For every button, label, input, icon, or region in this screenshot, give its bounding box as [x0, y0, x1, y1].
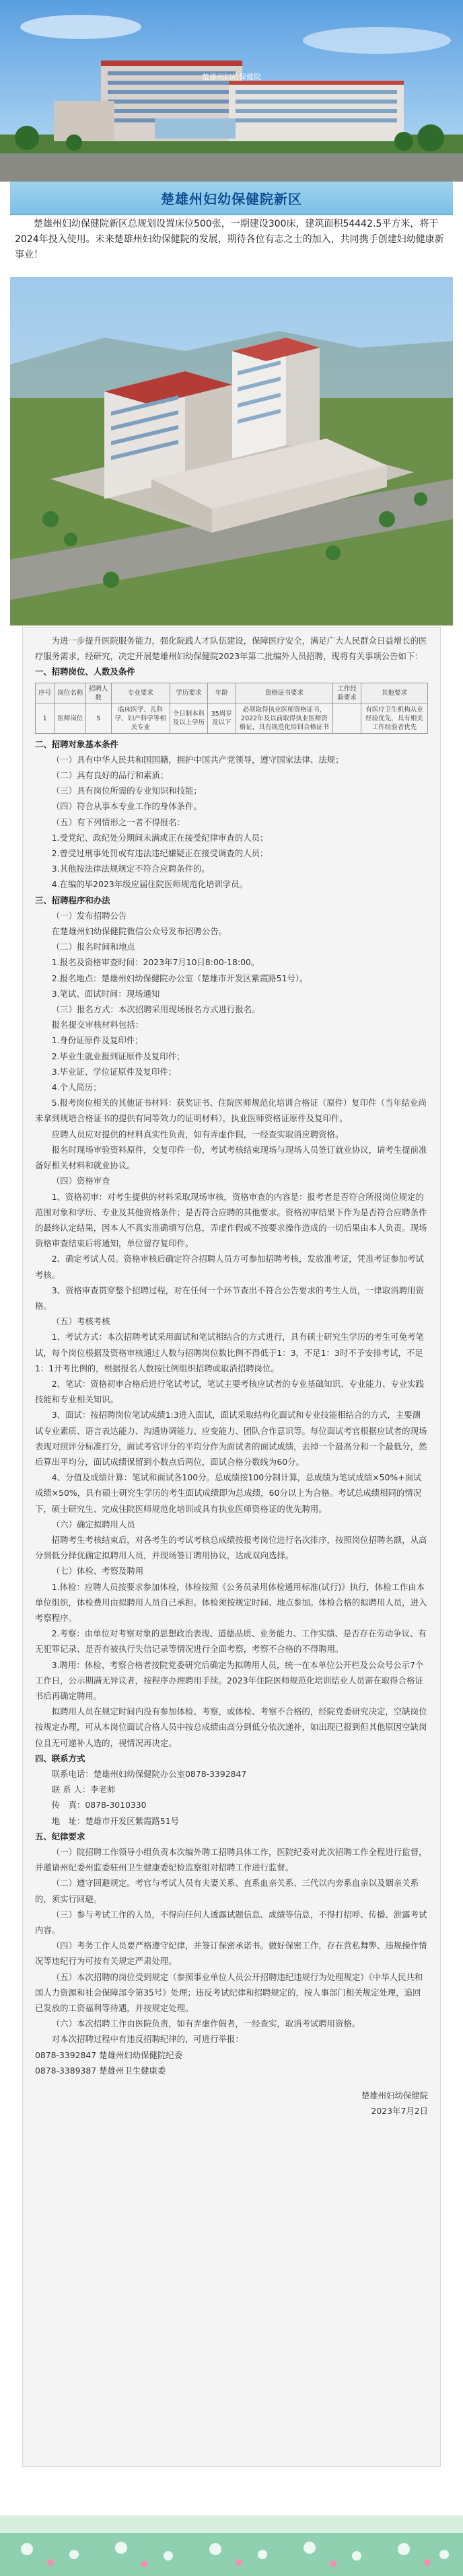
section-heading-contact: 四、联系方式	[35, 1753, 85, 1764]
condition-item: （三）具有岗位所需的专业知识和技能；	[51, 786, 202, 796]
procedure-text: 5.报考岗位相关的其他证书材料：获奖证书、住院医师规范化培训合格证（原件）复印件（当年结业尚未拿到规培合格证书的提供有同等效力的证明材料），执业医师资格证原件及复印件。	[35, 1098, 427, 1124]
report-line: 0878-3389387 楚雄州卫生健康委	[35, 2065, 166, 2076]
condition-item: （一）具有中华人民共和国国籍，拥护中国共产党领导，遵守国家法律、法规；	[51, 754, 344, 765]
condition-subitem: 1.受党纪、政纪处分期间未满或正在接受纪律审查的人员；	[51, 832, 269, 843]
signature-date: 2023年7月2日	[371, 2106, 428, 2117]
procedure-text: 1、资格初审：对考生提供的材料采取现场审核，资格审查的内容是：报考者是否符合所报岗位规定的范围对象和学历、专业及其他资格条件；是否符合应聘的其他要求。资格初审结果下作为是否符合应聘条件的最终认定结果，因本人不真实准确填写信息，弄虚作假或不按要求操作造成的一切后果由本人负责。现场资格审查结束后将通知，单位留存复印件。	[35, 1191, 427, 1249]
section-heading-procedure: 三、招聘程序和办法	[35, 895, 110, 905]
procedure-text: 2.毕业生就业报到证原件及复印件；	[51, 1051, 185, 1061]
page-title: 楚雄州妇幼保健院新区	[161, 190, 302, 207]
procedure-text: 招聘考生考核结束后，对各考生的考试考核总成绩按报考岗位进行名次排序，按照岗位招聘名额，从高分到低分择优确定拟聘用人员，并现场签订聘用协议，达成双向选择。	[35, 1534, 427, 1561]
table-header-cell: 招聘人数	[86, 683, 112, 704]
condition-subitem: 3.其他按法律法规规定不符合应聘条件的。	[51, 864, 210, 874]
table-cell: 有医疗卫生机构从业经验优先，具有相关工作经验者优先	[361, 704, 428, 733]
procedure-heading: （五）考核考核	[51, 1316, 110, 1327]
table-header-row	[36, 683, 428, 704]
table-header-cell: 专业要求	[111, 683, 170, 704]
report-text: 对本次招聘过程中有违反招聘纪律的，可进行举报：	[51, 2034, 244, 2045]
condition-item: （五）有下列情形之一者不得报名：	[51, 817, 186, 827]
procedure-text: 1.体检：应聘人员按要求参加体检，体检按照《公务员录用体检通用标准(试行)》执行，体检工作由本单位组织，体检费用由拟聘用人员自己承担。体检须按规定时间、地点参加。体检合格的拟聘用人员，进入考察程序。	[35, 1581, 427, 1623]
procedure-text: 2、笔试：资格初审合格后进行笔试考试，笔试主要考核应试者的专业基础知识、专业能力、专业实践技能和专业相关知识。	[35, 1378, 424, 1405]
procedure-text: 2.考察：由单位对考察对象的思想政治表现、道德品质、业务能力、工作实绩、是否存在劳动争议、有无犯罪记录、是否有被执行失信记录等情况进行全面考察，考察不合格的不得聘用。	[35, 1628, 427, 1655]
procedure-text: 4.个人简历；	[51, 1082, 102, 1093]
table-cell: 1	[36, 704, 55, 733]
table-cell: 必须取得执业医师资格证书，2022年及以前取得执业医师资格证，具有规范化培训合格证书	[236, 704, 332, 733]
procedure-text: 1、考试方式：本次招聘考试采用面试和笔试相结合的方式进行，具有硕士研究生学历的考生可免考笔试，每个岗位根据及资格审核通过人数与招聘岗位数比例不得低于1：3，不足1：3时不予安排考试，不足1：1开考比例的，根据报名人数按比例组织招聘或取消招聘岗位。	[35, 1332, 424, 1373]
condition-subitem: 4.在编的毕2023年级应届住院医师规范化培训学员。	[51, 879, 248, 890]
discipline-item: （一）院招聘工作领导小组负责本次编外聘工招聘具体工作，医院纪委对此次招聘工作全程进行监督，并邀请州纪委州监委驻州卫生健康委纪检监察组对招聘工作进行监督。	[35, 1847, 427, 1873]
hospital-aerial-rendering	[10, 277, 453, 626]
positions-table	[35, 683, 428, 734]
procedure-heading: （一）发布招聘公告	[51, 910, 127, 921]
footer-decoration	[0, 2515, 463, 2576]
procedure-text: 3、资格审查贯穿整个招聘过程，对在任何一个环节查出不符合公告要求的考生人员，一律取消聘用资格。	[35, 1285, 424, 1311]
procedure-heading: （四）资格审查	[51, 1176, 110, 1186]
table-header-cell: 学历要求	[170, 683, 208, 704]
procedure-heading: （六）确定拟聘用人员	[51, 1519, 135, 1529]
table-row	[36, 704, 428, 733]
procedure-text: 2.报名地点：楚雄州妇幼保健院办公室（楚雄市开发区紫霞路51号）。	[51, 973, 308, 983]
contact-person: 联 系 人：李老师	[51, 1784, 116, 1795]
svg-text:楚雄州妇幼保健院: 楚雄州妇幼保健院	[202, 73, 261, 81]
table-cell: 35周岁及以下	[207, 704, 236, 733]
discipline-item: （六）本次招聘工作由医院负责，如有弄虚作假者，一经查实，取消考试聘用资格。	[51, 2018, 361, 2029]
table-header-cell: 年龄	[207, 683, 236, 704]
aerial-rendering	[10, 277, 453, 626]
section-title-banner	[10, 182, 453, 214]
procedure-text: 3.笔试、面试时间：现场通知	[51, 988, 160, 999]
recruitment-notice	[22, 627, 441, 2467]
procedure-text: 2、确定考试人员。资格审核后确定符合招聘人员方可参加招聘考核，发放准考证，凭准考证参加考试考核。	[35, 1254, 424, 1280]
table-header-cell: 资格证书要求	[236, 683, 332, 704]
procedure-text: 3.毕业证、学位证原件及复印件；	[51, 1066, 177, 1077]
report-line: 0878-3392847 楚雄州妇幼保健院纪委	[35, 2049, 183, 2060]
intro-paragraph: 楚雄州妇幼保健院新区总规划设置床位500张，一期建设300床，建筑面积54442.5平方米，将于2024年投入使用。未来楚雄州妇幼保健院的发展，期待各位有志之士的加入，共同携手创建妇幼健康新事业！	[15, 219, 444, 260]
procedure-heading: （七）体检、考察及聘用	[51, 1566, 144, 1577]
condition-item: （四）符合从事本专业工作的身体条件。	[51, 801, 202, 812]
condition-item: （二）具有良好的品行和素质；	[51, 770, 169, 781]
section-heading-discipline: 五、纪律要求	[35, 1831, 85, 1842]
procedure-text: 在楚雄州妇幼保健院微信公众号发布招聘公告。	[51, 926, 227, 937]
table-header-cell: 岗位名称	[55, 683, 86, 704]
procedure-text: 1.报名及资格审查时间：2023年7月10日8:00-18:00。	[51, 957, 260, 968]
procedure-text: 3、面试：按招聘岗位笔试成绩1:3进入面试，面试采取结构化面试和专业技能相结合的方式，主要测试专业素质、语言表达能力、沟通协调能力、应变能力、团队合作意识等。每位面试考官根据应试者的现场表现对照评分标准打分，面试考官评分的平均分作为面试者的面试成绩，去掉一个最高分和一个最低分，然后算出平均分，面试成绩保留到小数点后两位，面试合格分数线为60分。	[35, 1410, 427, 1467]
table-cell: 医师岗位	[55, 704, 86, 733]
section-heading-positions: 一、招聘岗位、人数及条件	[35, 667, 135, 677]
procedure-text: 1.身份证原件及复印件；	[51, 1035, 143, 1046]
table-header-cell: 工作经验要求	[333, 683, 361, 704]
table-header-cell: 序号	[36, 683, 55, 704]
decorative-footer-band	[0, 2515, 463, 2576]
signature-unit: 楚雄州妇幼保健院	[361, 2090, 428, 2101]
procedure-text: 4、分值及成绩计算：笔试和面试各100分。总成绩按100分制计算，总成绩为笔试成绩×50%+面试成绩×50%，具有硕士研究生学历的考生面试成绩即为总成绩，60分以上为合格。考试总成绩相同的情况下，硕士研究生、完成住院医师规范化培训或具有执业医师资格证的优先聘用。	[35, 1472, 422, 1514]
table-cell: 全日制本科及以上学历	[170, 704, 208, 733]
notice-opening: 为进一步提升医院服务能力，强化院践人才队伍建设，保障医疗安全，满足广大人民群众日益增长的医疗服务需求，经研究，决定开展楚雄州妇幼保健院2023年第二批编外人员招聘，现将有关事项公告如下：	[35, 636, 427, 662]
procedure-text: 应聘人员应对提供的材料真实性负责，如有弄虚作假，一经查实取消应聘资格。	[51, 1129, 344, 1139]
condition-subitem: 2.曾受过刑事处罚或有违法违纪嫌疑正在接受调查的人员；	[51, 848, 269, 859]
section-heading-conditions: 二、招聘对象基本条件	[35, 738, 118, 749]
procedure-text: 报名提交审核材料包括：	[51, 1020, 144, 1030]
discipline-item: （二）遵守回避规定。考官与考试人员有夫妻关系、直系血亲关系、三代以内旁系血亲以及姻亲关系的，须实行回避。	[35, 1878, 419, 1904]
contact-address: 地 址：楚雄市开发区紫霞路51号	[51, 1815, 180, 1826]
discipline-item: （三）参与考试工作的人员，不得向任何人透露试题信息、成绩等信息，不得打招呼、传播、泄露考试内容。	[35, 1909, 427, 1936]
table-cell: 5	[86, 704, 112, 733]
procedure-heading: （二）报名时间和地点	[51, 942, 135, 952]
hero-photo	[0, 0, 463, 182]
table-header-cell: 其他要求	[361, 683, 428, 704]
contact-phone: 联系电话：楚雄州妇幼保健院办公室0878-3392847	[51, 1769, 247, 1780]
table-cell: 临床医学、儿科学、妇产科学等相关专业	[111, 704, 170, 733]
contact-fax: 传 真：0878-3010330	[51, 1800, 147, 1811]
procedure-text: 报名时现场审验资料原件，交复印件一份，考试考核结束现场与现场人员签订就业协议，请考生提前准备好相关材料和就业协议。	[35, 1144, 427, 1171]
procedure-heading: （三）报名方式：本次招聘采用现场报名方式进行报名。	[51, 1004, 260, 1015]
procedure-text: 拟聘用人员在规定时间内没有参加体检、考察，或体检、考察不合格的，经院党委研究决定，空缺岗位按规定办理，可从本岗位面试合格人员中按总成绩由高分到低分依次递补，如出现已报到但其他原因空缺岗位且无可递补人选的，视情况再决定。	[35, 1706, 427, 1748]
discipline-item: （四）考务工作人员要严格遵守纪律，并签订保密承诺书。做好保密工作，存在营私舞弊、违规操作情况等违纪行为可按有关规定严肃处理。	[35, 1940, 427, 1967]
hospital-building-photo	[0, 0, 463, 182]
procedure-text: 3.聘用：体检、考察合格者按院党委研究后确定为拟聘用人员，统一在本单位公开栏及公众号公示7个工作日，公示期满无异议者，按程序办理聘用手续。2023年住院医师规范化培训结业人员需在取得合格证书后再确定聘用。	[35, 1659, 424, 1701]
table-cell	[333, 704, 361, 733]
discipline-item: （五）本次招聘的岗位受到规定（参照事业单位人员公开招聘违纪违规行为处理规定）《中华人民共和国人力资源和社会保障部令第35号》处理；违反考试纪律和招聘规定的，按人事部门相关规定处理，追回已发放的工资福利等待遇，并按规定处理。	[35, 1971, 423, 2014]
